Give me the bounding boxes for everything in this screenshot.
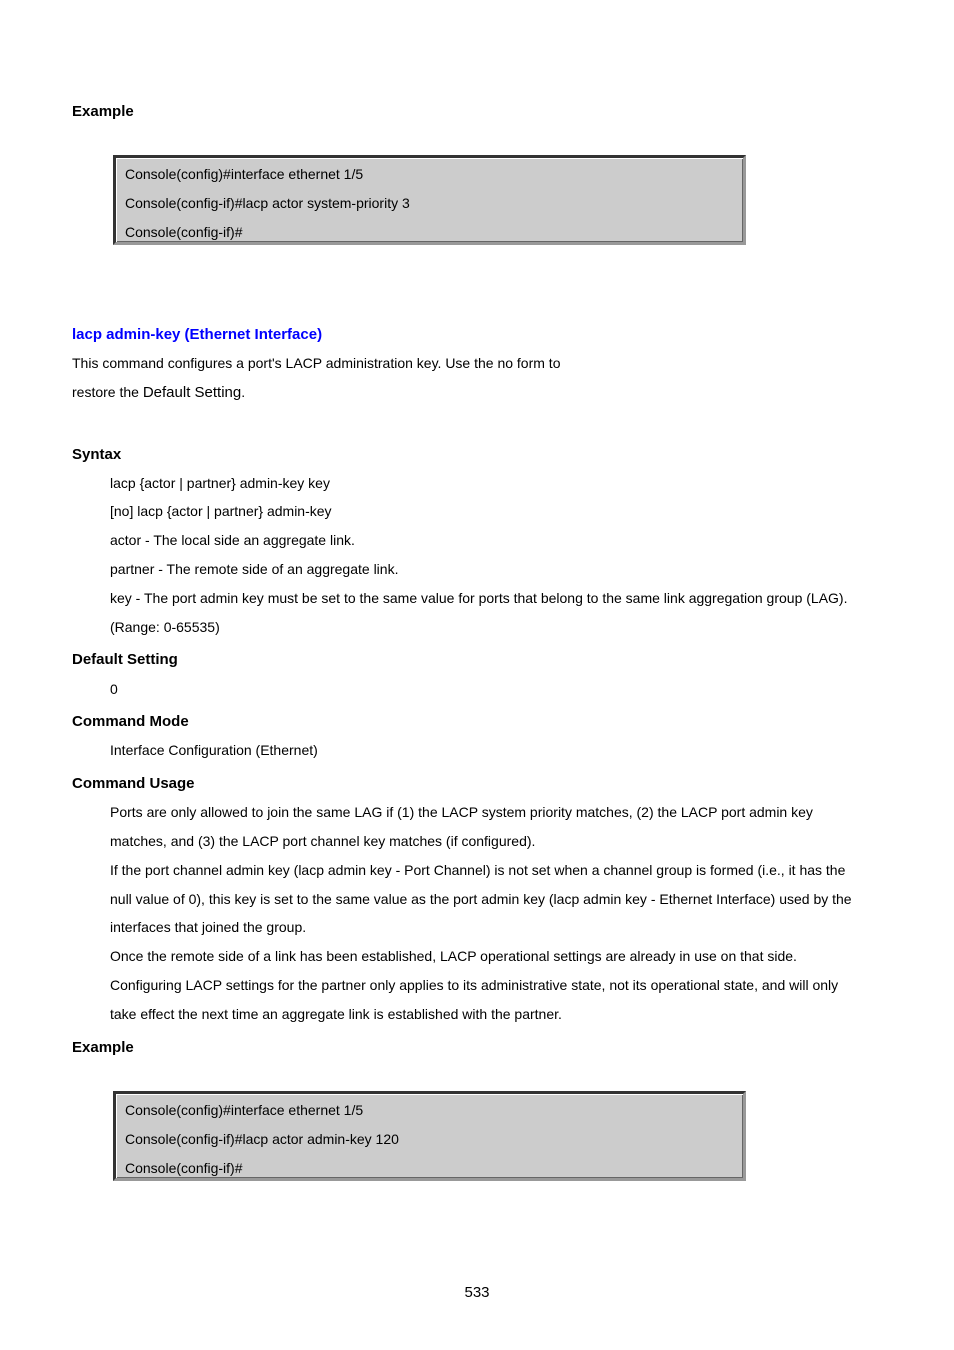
usage-line: null value of 0), this key is set to the same value as the port admin key (lacp admin key - Ethernet Interface) used by the bbox=[110, 891, 852, 907]
code-line: Console(config-if)# bbox=[125, 1160, 243, 1176]
code-line: Console(config-if)#lacp actor admin-key 120 bbox=[125, 1131, 399, 1147]
intro-line-1: This command configures a port's LACP administration key. Use the no form to bbox=[72, 355, 561, 371]
command-usage-heading: Command Usage bbox=[72, 775, 195, 792]
example-heading: Example bbox=[72, 1039, 134, 1056]
intro-emphasis: Default Setting bbox=[142, 384, 242, 401]
syntax-line: partner - The remote side of an aggregate link. bbox=[110, 561, 399, 577]
intro-line-2 bbox=[72, 384, 245, 401]
code-line: Console(config)#interface ethernet 1/5 bbox=[125, 1102, 364, 1118]
code-example-box bbox=[113, 1091, 746, 1181]
syntax-line: key - The port admin key must be set to the same value for ports that belong to the same link aggregation group (LAG). bbox=[110, 590, 848, 606]
code-line: Console(config-if)#lacp actor system-priority 3 bbox=[125, 195, 410, 211]
syntax-line: lacp {actor | partner} admin-key key bbox=[110, 475, 330, 491]
usage-line: matches, and (3) the LACP port channel key matches (if configured). bbox=[110, 833, 536, 849]
syntax-line: [no] lacp {actor | partner} admin-key bbox=[110, 503, 332, 519]
usage-line: Ports are only allowed to join the same LAG if (1) the LACP system priority matches, (2) the LACP port admin key bbox=[110, 804, 813, 820]
usage-line: interfaces that joined the group. bbox=[110, 919, 307, 935]
code-line: Console(config-if)# bbox=[125, 224, 243, 240]
section-title: lacp admin-key (Ethernet Interface) bbox=[72, 326, 323, 343]
intro-suffix: . bbox=[241, 384, 246, 400]
command-mode-heading: Command Mode bbox=[72, 713, 189, 730]
usage-line: If the port channel admin key (lacp admin key - Port Channel) is not set when a channel group is formed (i.e., it has the bbox=[110, 862, 846, 878]
syntax-line: (Range: 0-65535) bbox=[110, 619, 220, 635]
usage-line: Once the remote side of a link has been established, LACP operational settings are already in use on that side. bbox=[110, 948, 797, 964]
code-line: Console(config)#interface ethernet 1/5 bbox=[125, 166, 364, 182]
command-mode-value: Interface Configuration (Ethernet) bbox=[110, 742, 318, 758]
usage-line: take effect the next time an aggregate link is established with the partner. bbox=[110, 1006, 562, 1022]
syntax-line: actor - The local side an aggregate link. bbox=[110, 532, 355, 548]
example-heading: Example bbox=[72, 103, 134, 120]
default-setting-value: 0 bbox=[110, 681, 118, 697]
default-setting-heading: Default Setting bbox=[72, 651, 178, 668]
intro-prefix: restore the bbox=[72, 384, 143, 400]
code-example-box bbox=[113, 155, 746, 245]
page-number: 533 bbox=[464, 1284, 490, 1301]
syntax-heading: Syntax bbox=[72, 446, 122, 463]
usage-line: Configuring LACP settings for the partner only applies to its administrative state, not its operational state, and will only bbox=[110, 977, 839, 993]
